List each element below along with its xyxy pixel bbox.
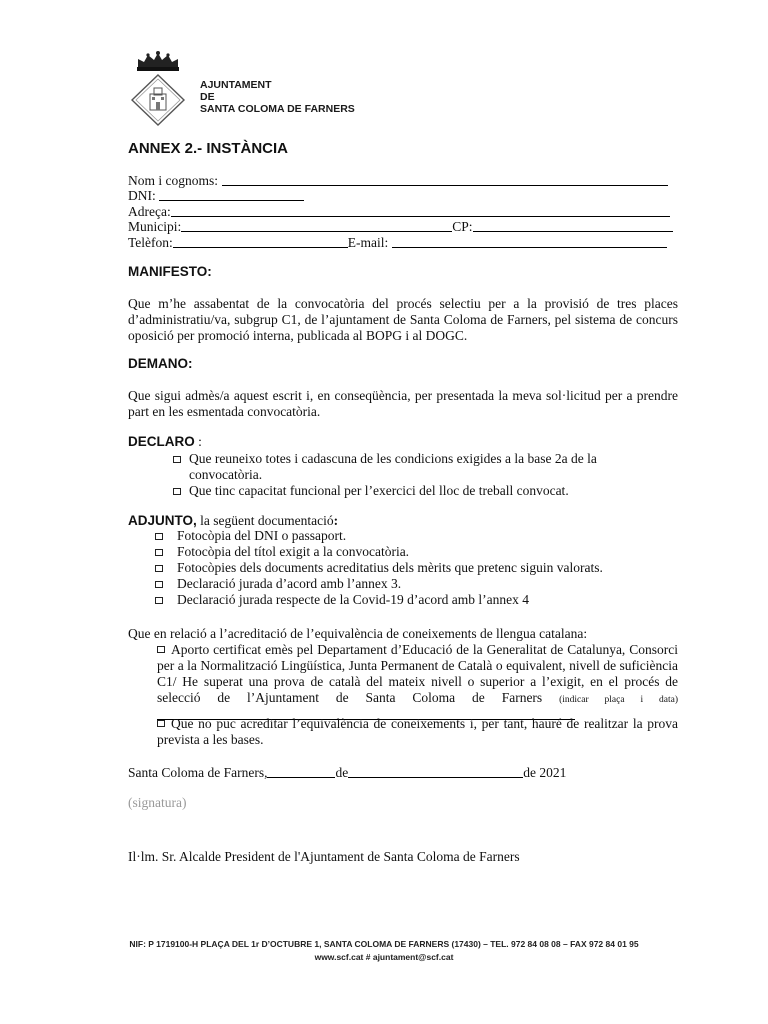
org-line-1: AJUNTAMENT xyxy=(200,79,272,91)
declaro-item-text: Que tinc capacitat funcional per l’exercici del lloc de treball convocat. xyxy=(189,483,569,498)
email-field[interactable] xyxy=(392,236,667,248)
adjunto-suffix: la següent documentació xyxy=(196,513,334,528)
contact-row xyxy=(128,234,667,250)
cp-label: CP: xyxy=(452,219,473,234)
org-line-2: DE xyxy=(200,91,215,103)
dni-label: DNI: xyxy=(128,188,156,203)
catala-option-1-text: Aporto certificat emès pel Departament d’Educació de la Generalitat de Catalunya, Consorci per a la Normalització Lingüística, Junta Permanent de Català o equivalent, nivell de suficiència C1/ He superat una prova de català del mateix nivell o superior a l’exigit, en el procés de selecció de l’Ajuntament de Santa Coloma de Farners xyxy=(157,642,678,705)
footer xyxy=(0,938,768,964)
demano-text: Que sigui admès/a aquest escrit i, en conseqüència, per presentada la meva sol·licitud per a prendre part en les esmentada convocatòria. xyxy=(128,388,678,419)
signature-de: de xyxy=(335,765,349,780)
adjunto-item-text: Declaració jurada d’acord amb l’annex 3. xyxy=(177,576,402,591)
checkbox-icon[interactable] xyxy=(155,533,163,540)
adreca-label: Adreça: xyxy=(128,204,171,219)
checkbox-icon[interactable] xyxy=(157,720,165,727)
nom-label: Nom i cognoms: xyxy=(128,173,218,188)
signature-year: de 2021 xyxy=(523,765,567,780)
adreca-row xyxy=(128,203,670,219)
addressee: Il·lm. Sr. Alcalde President de l'Ajuntament de Santa Coloma de Farners xyxy=(128,849,520,864)
telefon-label: Telèfon: xyxy=(128,235,173,250)
adjunto-item-3 xyxy=(155,560,655,576)
adjunto-heading-row xyxy=(128,513,338,529)
signature-day-field[interactable] xyxy=(267,766,335,778)
catala-intro: Que en relació a l’acreditació de l’equivalència de coneixements de llengua catalana: xyxy=(128,626,588,641)
adjunto-item-1 xyxy=(155,528,346,544)
telefon-field[interactable] xyxy=(173,236,348,248)
declaro-suffix: : xyxy=(194,434,202,449)
footer-contact: www.scf.cat # ajuntament@scf.cat xyxy=(314,952,454,962)
footer-address: NIF: P 1719100-H PLAÇA DEL 1r D’OCTUBRE 1, SANTA COLOMA DE FARNERS (17430) – TEL. 972 84 08 08 – FAX 972 84 01 95 xyxy=(129,939,639,949)
manifesto-text: Que m’he assabentat de la convocatòria del procés selectiu per a la provisió de tres places d’administratiu/va, subgrup C1, de l’ajuntament de Santa Coloma de Farners, pel sistema de concurs oposició per promoció interna, publicada al BOPG i al DOGC. xyxy=(128,296,678,343)
municipi-row xyxy=(128,218,673,234)
declaro-item-1 xyxy=(173,451,633,483)
document-title: ANNEX 2.- INSTÀNCIA xyxy=(128,140,289,157)
adjunto-item-text: Fotocòpia del títol exigit a la convocatòria. xyxy=(177,544,410,559)
dni-row xyxy=(128,187,304,203)
declaro-item-text: Que reuneixo totes i cadascuna de les condicions exigides a la base 2a de la convocatòria. xyxy=(189,451,597,482)
organization-name xyxy=(200,79,355,115)
adjunto-item-text: Fotocòpia del DNI o passaport. xyxy=(177,528,347,543)
manifesto-heading: MANIFESTO: xyxy=(128,264,212,279)
checkbox-icon[interactable] xyxy=(155,565,163,572)
catala-option-1-hint: (indicar plaça i data) xyxy=(559,695,678,705)
nom-field[interactable] xyxy=(222,174,668,186)
checkbox-icon[interactable] xyxy=(155,597,163,604)
adreca-field[interactable] xyxy=(171,205,670,217)
signature-place: Santa Coloma de Farners, xyxy=(128,765,268,780)
checkbox-icon[interactable] xyxy=(173,488,181,495)
cp-field[interactable] xyxy=(473,220,673,232)
adjunto-item-text: Fotocòpies dels documents acreditatius dels mèrits que pretenc siguin valorats. xyxy=(177,560,603,575)
adjunto-item-4 xyxy=(155,576,401,592)
checkbox-icon[interactable] xyxy=(155,549,163,556)
checkbox-icon[interactable] xyxy=(155,581,163,588)
org-line-3: SANTA COLOMA DE FARNERS xyxy=(200,103,355,115)
adjunto-item-2 xyxy=(155,544,409,560)
signature-label: (signatura) xyxy=(128,795,187,810)
signature-month-field[interactable] xyxy=(348,766,523,778)
catala-option-2-text: Que no puc acreditar l’equivalència de coneixements i, per tant, hauré de realitzar la prova prevista a les bases. xyxy=(157,716,678,747)
adjunto-item-5 xyxy=(155,592,529,608)
municipi-field[interactable] xyxy=(181,220,452,232)
declaro-item-2 xyxy=(173,483,633,499)
nom-row xyxy=(128,172,668,188)
adjunto-colon: : xyxy=(333,513,339,528)
catala-option-2 xyxy=(157,716,678,748)
demano-heading: DEMANO: xyxy=(128,356,193,371)
catala-option-1 xyxy=(157,642,678,724)
adjunto-item-text: Declaració jurada respecte de la Covid-19 d’acord amb l’annex 4 xyxy=(177,592,529,607)
checkbox-icon[interactable] xyxy=(157,646,165,653)
signature-row xyxy=(128,764,566,780)
dni-field[interactable] xyxy=(159,189,304,201)
checkbox-icon[interactable] xyxy=(173,456,181,463)
town-coat-of-arms-logo xyxy=(128,48,188,126)
municipi-label: Municipi: xyxy=(128,219,182,234)
declaro-heading-row xyxy=(128,434,202,450)
email-label: E-mail: xyxy=(347,235,389,250)
declaro-heading: DECLARO xyxy=(128,434,195,449)
adjunto-heading: ADJUNTO, xyxy=(128,513,197,528)
